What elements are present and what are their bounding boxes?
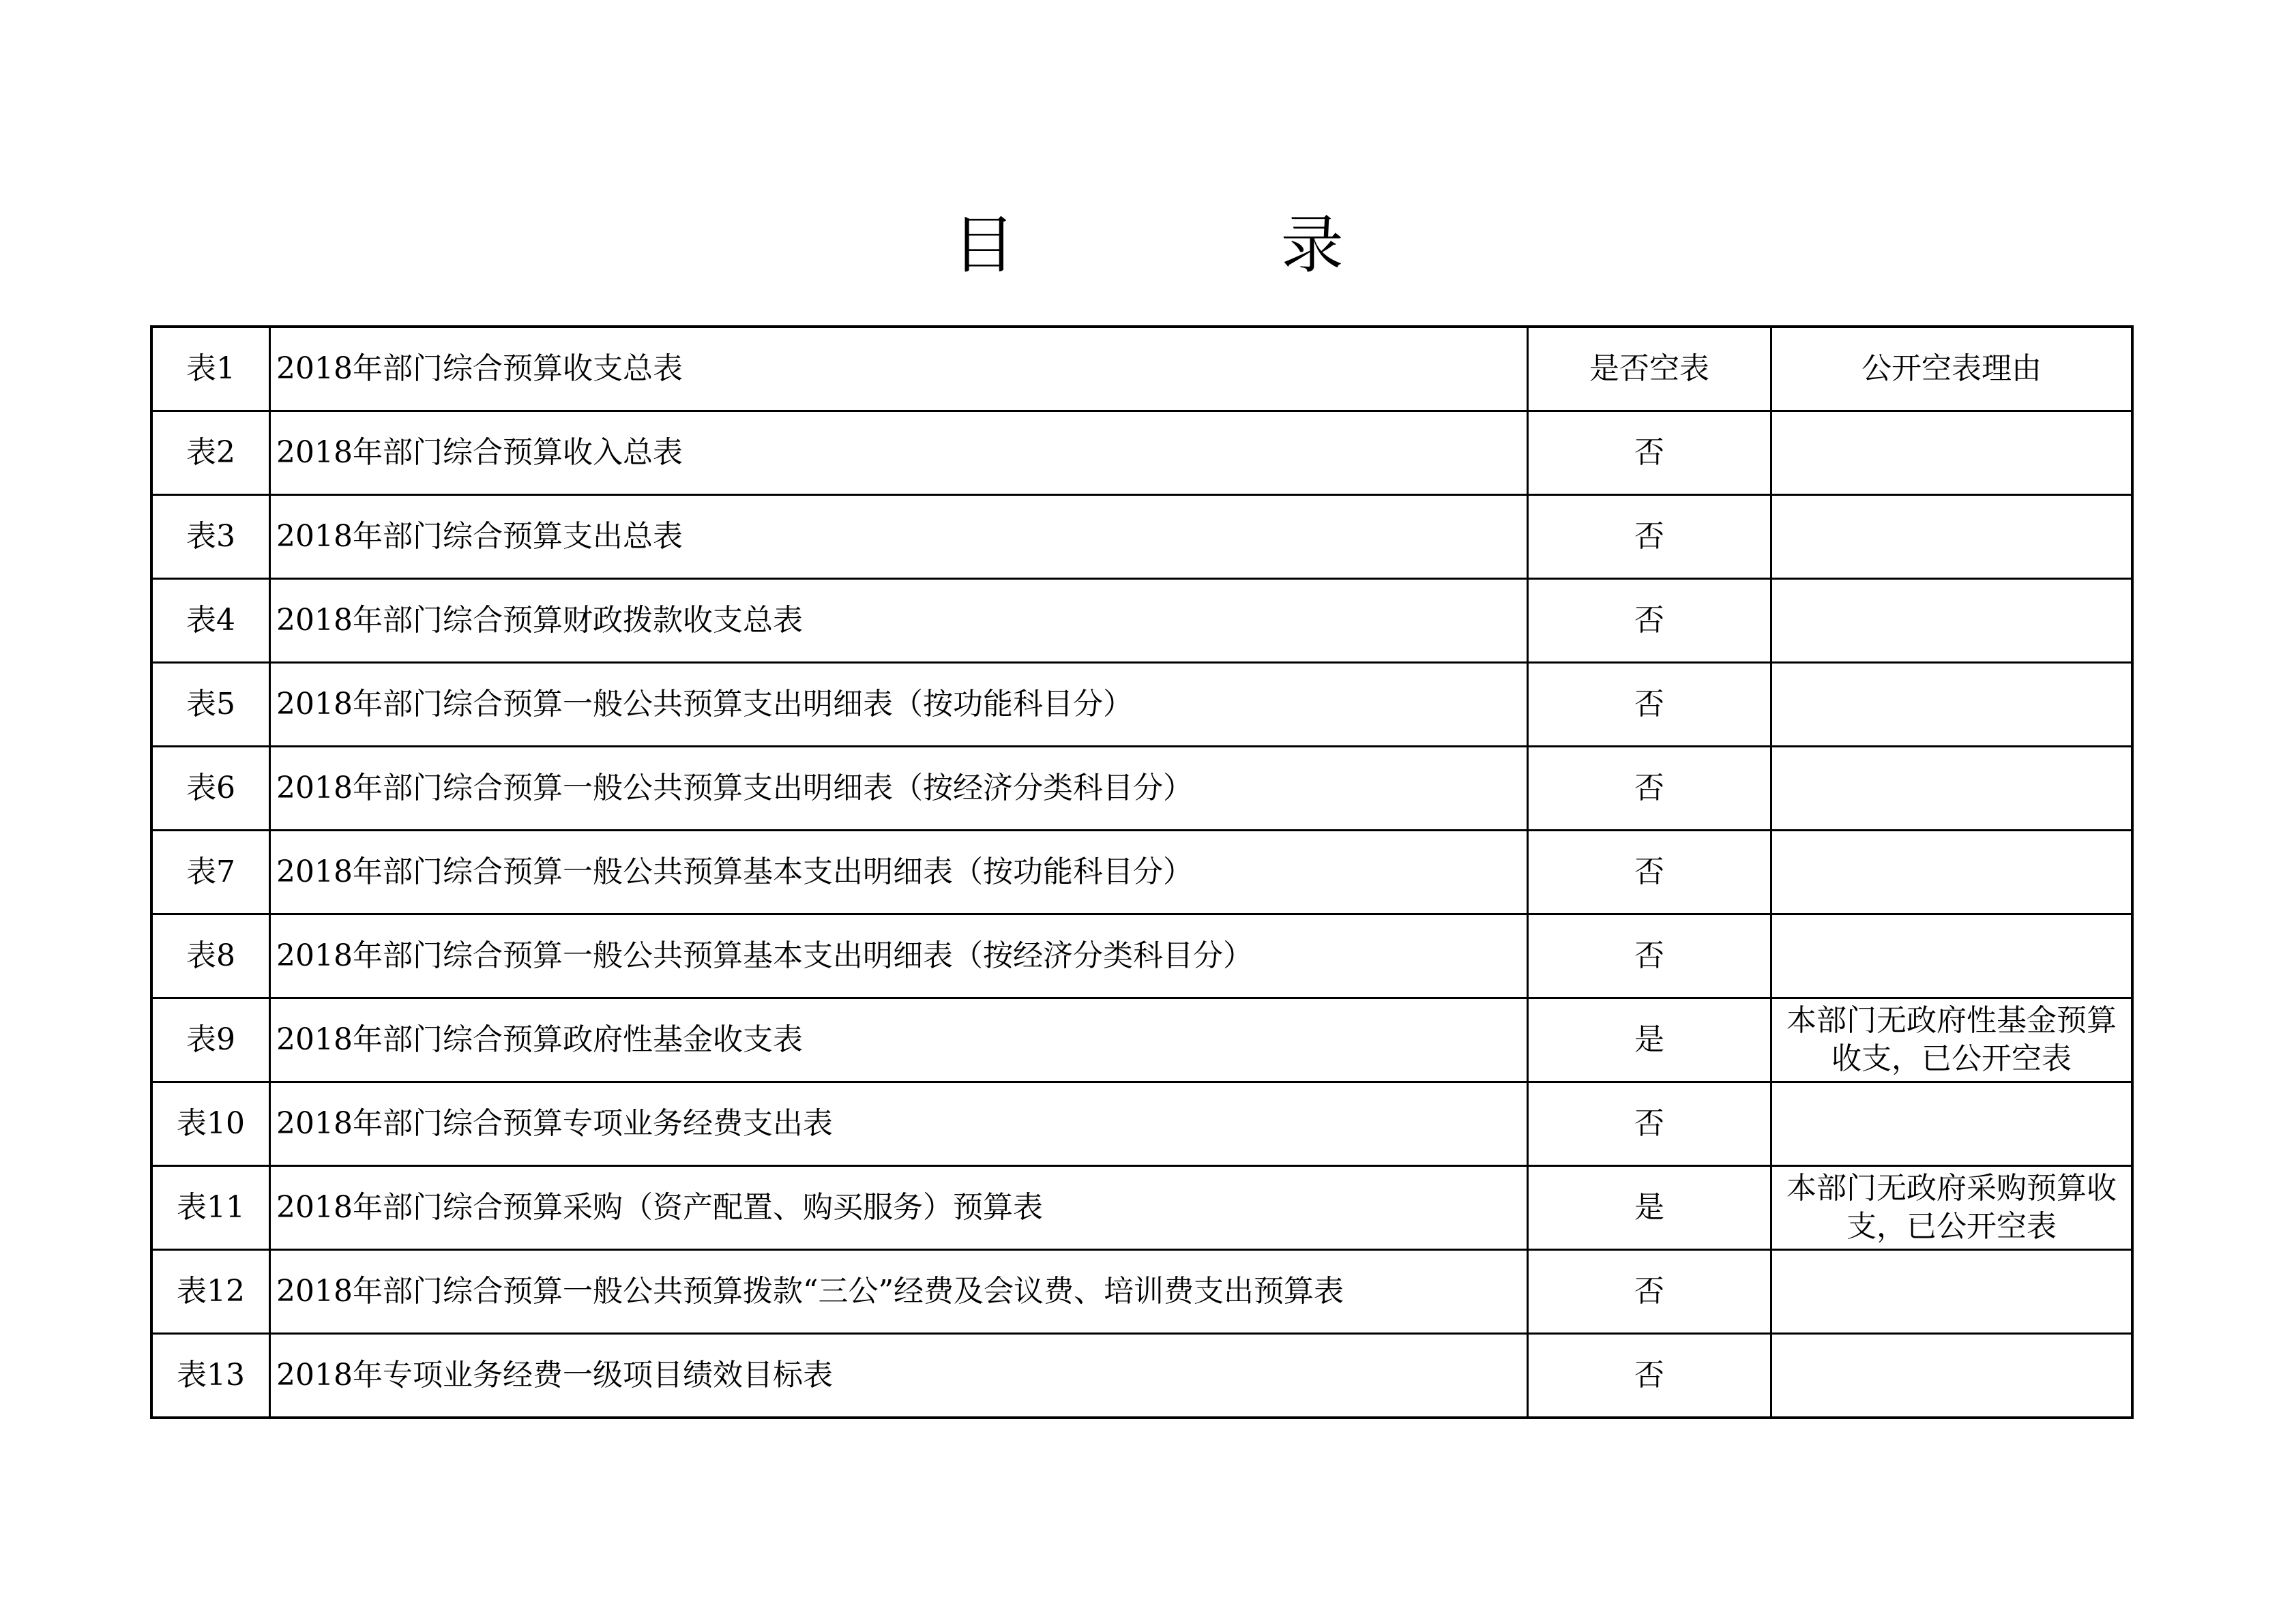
table-no-cell: 表4 <box>151 579 270 663</box>
reason-cell <box>1771 1250 2133 1334</box>
table-no-cell: 表5 <box>151 663 270 747</box>
is-empty-cell: 否 <box>1528 411 1771 495</box>
table-no-cell: 表13 <box>151 1334 270 1418</box>
reason-cell <box>1771 411 2133 495</box>
is-empty-cell: 否 <box>1528 747 1771 831</box>
table-row <box>151 1082 2132 1166</box>
is-empty-cell: 否 <box>1528 1250 1771 1334</box>
table-name-cell: 2018年部门综合预算一般公共预算拨款“三公”经费及会议费、培训费支出预算表 <box>270 1250 1528 1334</box>
table-name-cell: 2018年部门综合预算一般公共预算基本支出明细表（按功能科目分） <box>270 831 1528 914</box>
reason-cell <box>1771 579 2133 663</box>
table-header-row <box>151 327 2132 411</box>
reason-cell <box>1771 495 2133 579</box>
reason-cell <box>1771 831 2133 914</box>
table-name-cell: 2018年部门综合预算收入总表 <box>270 411 1528 495</box>
toc-table <box>150 325 2134 1419</box>
table-row <box>151 1334 2132 1418</box>
table-row <box>151 411 2132 495</box>
table-no-cell: 表8 <box>151 914 270 998</box>
table-no-cell: 表6 <box>151 747 270 831</box>
is-empty-cell: 否 <box>1528 495 1771 579</box>
table-row <box>151 495 2132 579</box>
table-name-cell: 2018年部门综合预算收支总表 <box>270 327 1528 411</box>
table-no-cell: 表7 <box>151 831 270 914</box>
table-name-cell: 2018年部门综合预算采购（资产配置、购买服务）预算表 <box>270 1166 1528 1250</box>
is-empty-cell: 是 <box>1528 1166 1771 1250</box>
table-name-cell: 2018年部门综合预算一般公共预算支出明细表（按功能科目分） <box>270 663 1528 747</box>
is-empty-cell: 否 <box>1528 831 1771 914</box>
reason-header: 公开空表理由 <box>1771 327 2133 411</box>
reason-cell: 本部门无政府性基金预算收支，已公开空表 <box>1771 998 2133 1082</box>
table-no-cell: 表12 <box>151 1250 270 1334</box>
reason-cell <box>1771 914 2133 998</box>
reason-cell <box>1771 1082 2133 1166</box>
table-no-cell: 表2 <box>151 411 270 495</box>
table-row <box>151 663 2132 747</box>
is-empty-cell: 是 <box>1528 998 1771 1082</box>
table-name-cell: 2018年部门综合预算财政拨款收支总表 <box>270 579 1528 663</box>
is-empty-header: 是否空表 <box>1528 327 1771 411</box>
table-name-cell: 2018年部门综合预算一般公共预算基本支出明细表（按经济分类科目分） <box>270 914 1528 998</box>
table-row <box>151 1166 2132 1250</box>
table-name-cell: 2018年专项业务经费一级项目绩效目标表 <box>270 1334 1528 1418</box>
table-no-cell: 表3 <box>151 495 270 579</box>
table-row <box>151 579 2132 663</box>
is-empty-cell: 否 <box>1528 1082 1771 1166</box>
is-empty-cell: 否 <box>1528 1334 1771 1418</box>
table-row <box>151 998 2132 1082</box>
table-row <box>151 1250 2132 1334</box>
table-row <box>151 747 2132 831</box>
reason-cell: 本部门无政府采购预算收支，已公开空表 <box>1771 1166 2133 1250</box>
reason-cell <box>1771 747 2133 831</box>
table-no-cell: 表11 <box>151 1166 270 1250</box>
table-name-cell: 2018年部门综合预算专项业务经费支出表 <box>270 1082 1528 1166</box>
table-row <box>151 831 2132 914</box>
reason-cell <box>1771 663 2133 747</box>
is-empty-cell: 否 <box>1528 579 1771 663</box>
reason-cell <box>1771 1334 2133 1418</box>
table-name-cell: 2018年部门综合预算支出总表 <box>270 495 1528 579</box>
table-name-cell: 2018年部门综合预算一般公共预算支出明细表（按经济分类科目分） <box>270 747 1528 831</box>
table-no-cell: 表9 <box>151 998 270 1082</box>
table-row <box>151 914 2132 998</box>
page-title: 目 录 <box>952 209 1467 282</box>
table-no-cell: 表1 <box>151 327 270 411</box>
is-empty-cell: 否 <box>1528 914 1771 998</box>
table-name-cell: 2018年部门综合预算政府性基金收支表 <box>270 998 1528 1082</box>
table-no-cell: 表10 <box>151 1082 270 1166</box>
is-empty-cell: 否 <box>1528 663 1771 747</box>
